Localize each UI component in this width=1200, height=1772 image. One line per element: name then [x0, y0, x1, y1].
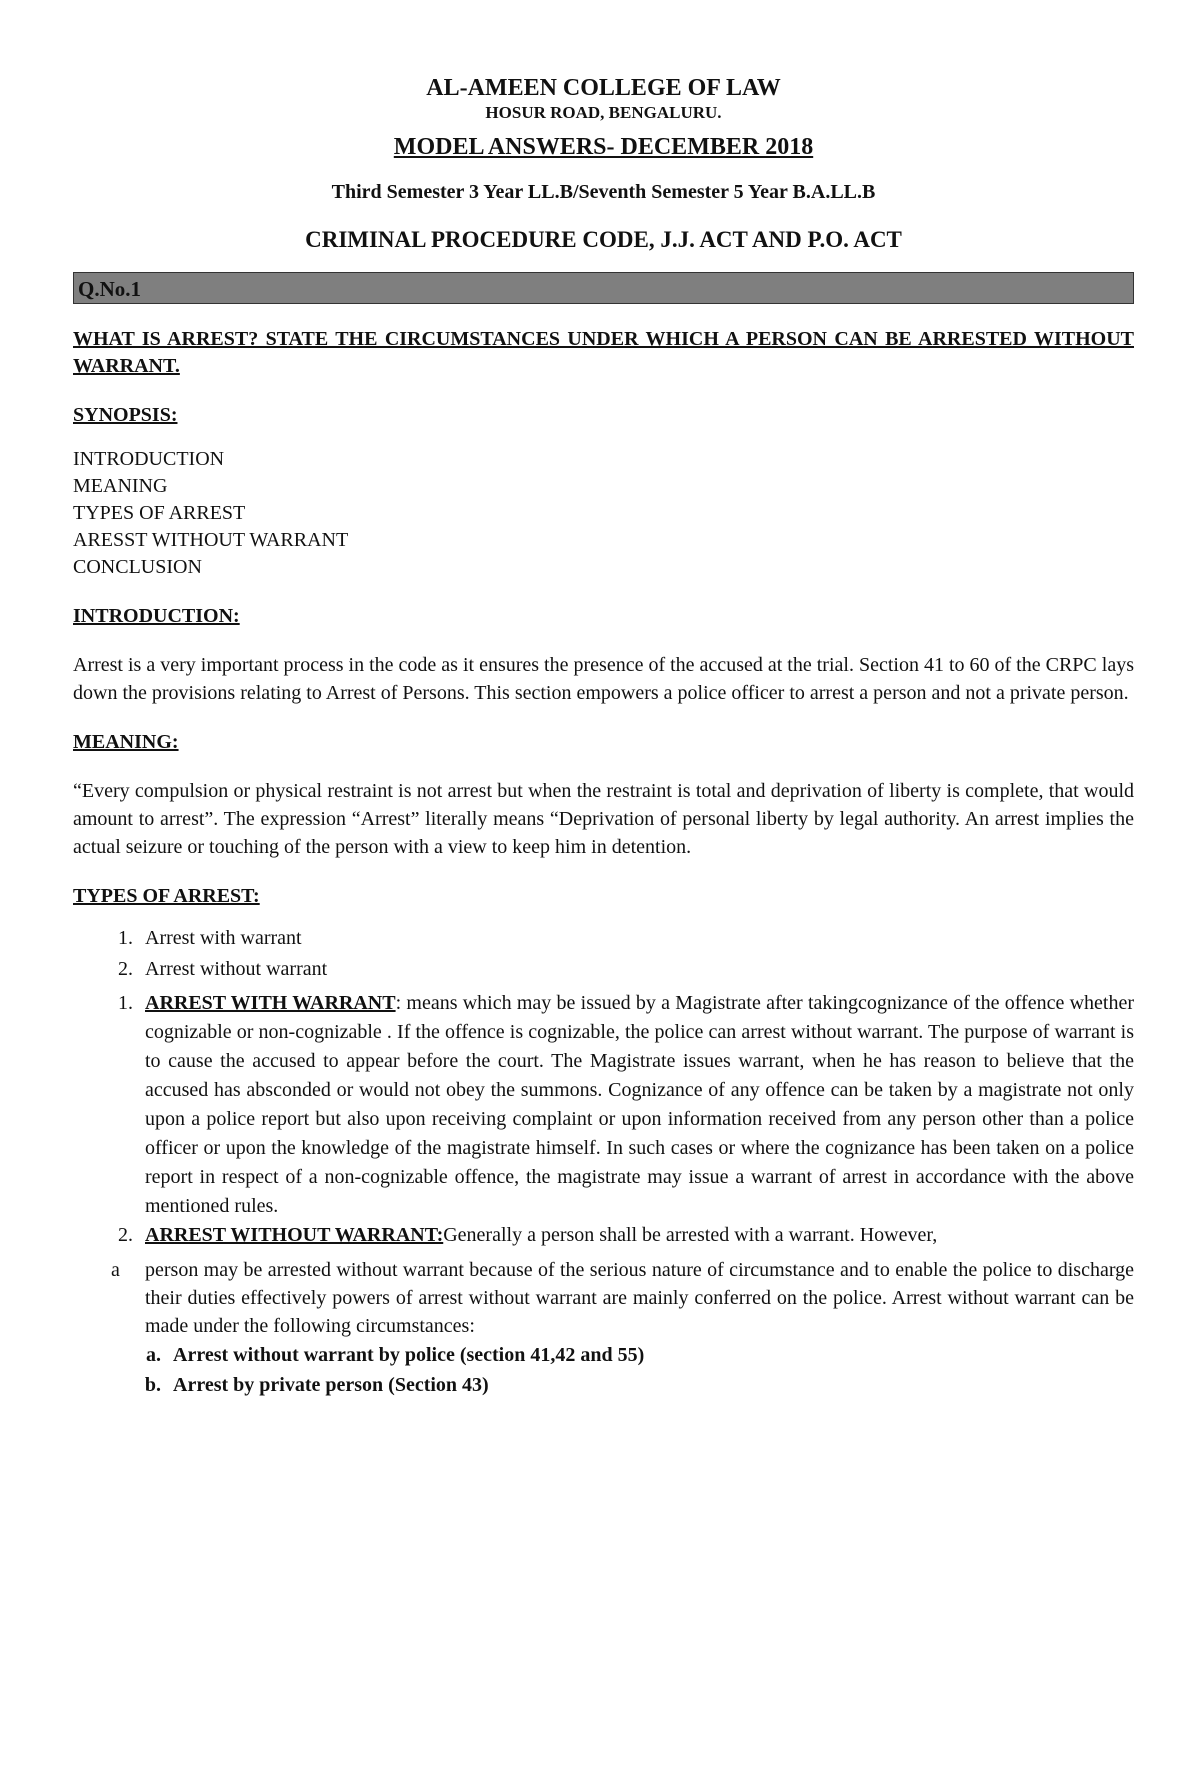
- list-text: Arrest with warrant: [145, 927, 302, 949]
- arrest-with-warrant-item: [73, 989, 1134, 1221]
- synopsis-item: CONCLUSION: [73, 556, 202, 578]
- list-number: 2.: [118, 958, 133, 980]
- question-number-bar: Q.No.1: [73, 272, 1134, 304]
- model-answers-title: MODEL ANSWERS- DECEMBER 2018: [393, 134, 814, 160]
- list-item: [73, 954, 1134, 985]
- list-number: 2.: [118, 1224, 133, 1246]
- synopsis-list: [73, 446, 1134, 581]
- list-item: [73, 1370, 1134, 1400]
- synopsis-item: ARESST WITHOUT WARRANT: [73, 529, 349, 551]
- introduction-heading: INTRODUCTION:: [73, 605, 240, 627]
- continuation-item: [73, 1256, 1134, 1340]
- item-text: Generally a person shall be arrested with a warrant. However,: [443, 1224, 938, 1246]
- list-text: Arrest without warrant: [145, 958, 328, 980]
- list-item: [73, 1340, 1134, 1370]
- meaning-heading: MEANING:: [73, 731, 179, 753]
- list-text: Arrest by private person (Section 43): [173, 1374, 489, 1396]
- types-heading: TYPES OF ARREST:: [73, 885, 260, 907]
- list-text: [145, 989, 1134, 1221]
- synopsis-item: MEANING: [73, 475, 168, 497]
- synopsis-item: TYPES OF ARREST: [73, 502, 246, 524]
- item-label: ARREST WITHOUT WARRANT:: [145, 1224, 444, 1246]
- semester-line: Third Semester 3 Year LL.B/Seventh Semester 5 Year B.A.LL.B: [331, 181, 876, 203]
- list-text: person may be arrested without warrant because of the serious nature of circumstance and to enable the police to discharge their duties effectively powers of arrest without warrant are mainly conferred on the police. Arrest without warrant can be made under the following circumstances:: [145, 1259, 1134, 1337]
- synopsis-heading: SYNOPSIS:: [73, 404, 178, 426]
- item-text: : means which may be issued by a Magistrate after takingcognizance of the offence whether cognizable or non-cognizable . If the offence is cognizable, the police can arrest without warrant. The purpose of warrant is to cause the accused to appear before the court. The Magistrate issues warrant, when he has reason to believe that the accused has absconded or would not obey the summons. Cognizance of any offence can be taken by a magistrate not only upon a police report but also upon receiving complaint or upon information received from any person other than a police officer or upon the knowledge of the magistrate himself. In such cases or where the cognizance has been taken on a police report in respect of a non-cognizable offence, the magistrate may issue a warrant of arrest in accordance with the above mentioned rules.: [145, 992, 1134, 1217]
- synopsis-item: INTRODUCTION: [73, 448, 225, 470]
- list-text: Arrest without warrant by police (section 41,42 and 55): [173, 1344, 645, 1366]
- subject-title: CRIMINAL PROCEDURE CODE, J.J. ACT AND P.O. ACT: [305, 227, 902, 252]
- list-item: [73, 923, 1134, 954]
- item-label: ARREST WITH WARRANT: [145, 992, 396, 1014]
- sub-list: [73, 1340, 1134, 1400]
- types-list: [73, 923, 1134, 985]
- meaning-paragraph: “Every compulsion or physical restraint is not arrest but when the restraint is total and deprivation of liberty is complete, that would amount to arrest”. The expression “Arrest” literally means “Deprivation of personal liberty by legal authority. An arrest implies the actual seizure or touching of the person with a view to keep him in detention.: [73, 780, 1134, 858]
- list-number: b.: [144, 1374, 161, 1396]
- list-number: 1.: [118, 927, 133, 949]
- arrest-without-warrant-item: [73, 1221, 1134, 1250]
- introduction-paragraph: Arrest is a very important process in the code as it ensures the presence of the accused at the trial. Section 41 to 60 of the CRPC lays down the provisions relating to Arrest of Persons. This section empowers a police officer to arrest a person and not a private person.: [73, 654, 1134, 704]
- document-page: [0, 74, 1200, 1772]
- college-name: AL-AMEEN COLLEGE OF LAW: [426, 75, 781, 101]
- question-text: WHAT IS ARREST? STATE THE CIRCUMSTANCES UNDER WHICH A PERSON CAN BE ARRESTED WITHOUT WARRANT.: [73, 328, 1134, 377]
- list-number: a: [111, 1259, 120, 1281]
- list-number: a.: [146, 1344, 161, 1366]
- college-address: HOSUR ROAD, BENGALURU.: [485, 103, 722, 122]
- list-number: 1.: [118, 992, 133, 1014]
- list-text: [145, 1221, 1134, 1250]
